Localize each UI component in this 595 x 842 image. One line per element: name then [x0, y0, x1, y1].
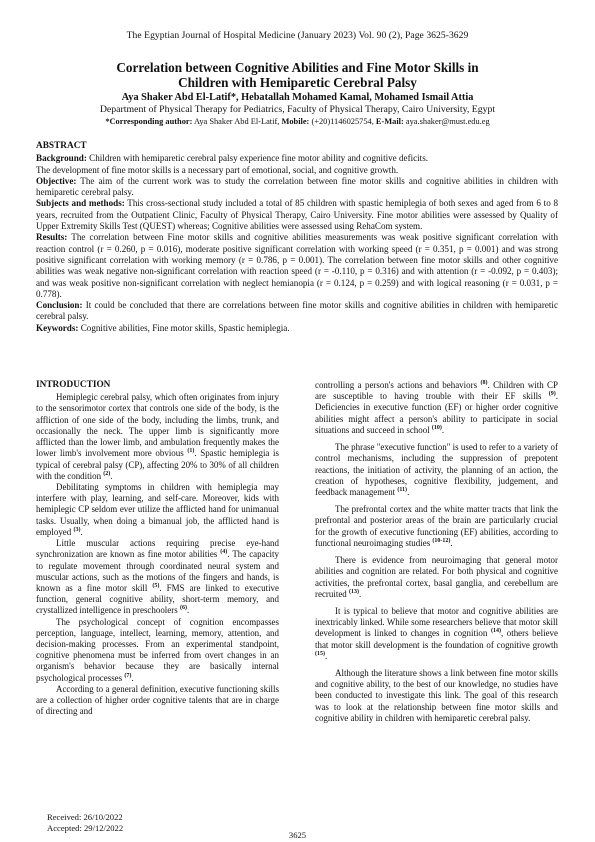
conclusion-text: It could be concluded that there are correlations between fine motor skills and cognitive abilities in children with hemiparetic cerebral palsy. [36, 300, 558, 322]
citation-ref[interactable]: (9) [548, 391, 556, 398]
article-title [60, 60, 535, 90]
text-run: Debilitating symptoms in children with hemiplegia may interfere with play, learning, and self-care. Moreover, kids with hemiplegic CP seldom ever utilize the afflicted hand for unimanual tasks. Usually, when doing a bimanual job, the afflicted hand is employed [36, 481, 279, 537]
text-run: . [450, 537, 453, 548]
text-run: . FMS are linked to executive function, general cognitive ability, short-term memory, and crystallized intelligence in preschoolers [36, 582, 279, 616]
abstract-background [36, 153, 558, 164]
keywords-text: Cognitive abilities, Fine motor skills, Spastic hemiplegia. [78, 322, 290, 333]
background-label: Background: [36, 153, 87, 164]
text-run: . [186, 605, 190, 616]
methods-label: Subjects and methods: [36, 198, 125, 209]
page-number: 3625 [288, 830, 307, 840]
text-run: . [407, 486, 410, 497]
received-date: Received: 26/10/2022 [47, 812, 123, 822]
intro-paragraph-5-cont [315, 380, 558, 436]
text-run: controlling a person's actions and behaviors [315, 380, 481, 390]
citation-ref[interactable]: (2) [103, 470, 111, 477]
text-run: There is evidence from neuroimaging that general motor abilities and cognition are related. For both physical and cognitive activities, the prefrontal cortex, basal ganglia, and cerebellum are recruited [315, 555, 558, 599]
text-run: . [441, 424, 445, 435]
text-run: . [110, 470, 113, 481]
conclusion-label: Conclusion: [36, 300, 83, 311]
citation-ref[interactable]: (7) [124, 672, 132, 679]
citation-ref[interactable]: (3) [73, 526, 81, 533]
intro-paragraph-9 [315, 606, 558, 662]
citation-ref[interactable]: (14) [490, 628, 501, 635]
mobile-label: Mobile: [281, 117, 310, 126]
abstract-methods [36, 198, 558, 232]
intro-paragraph-8 [315, 555, 558, 600]
corresponding-author [30, 116, 565, 127]
text-run: It is typical to believe that motor and cognitive abilities are inextricably linked. While some researchers believe that motor skill development is linked to changes in cognition [315, 605, 558, 639]
text-run: . [80, 526, 83, 537]
text-run: . Children with CP are susceptible to having trouble with their EF skills [315, 380, 558, 402]
citation-ref[interactable]: (10) [431, 424, 442, 431]
abstract-conclusion [36, 300, 558, 323]
intro-paragraph-7 [315, 504, 558, 549]
text-run: The phrase "executive function" is used to refer to a variety of control mechanisms, including the suppression of prepotent reactions, the initiation of activity, the planning of an action, the creation of hypotheses, cognitive flexibility, judgement, and feedback management [315, 442, 558, 497]
author-list: Aya Shaker Abd El-Latif*, Hebatallah Mohamed Kamal, Mohamed Ismail Attia [121, 92, 474, 103]
mobile-value: (+20)1146025754, [309, 117, 376, 126]
text-run: , others believe that motor skill development is the foundation of cognitive growth [315, 628, 558, 650]
running-head: The Egyptian Journal of Hospital Medicine (January 2023) Vol. 90 (2), Page 3625-3629 [126, 30, 469, 41]
objective-label: Objective: [36, 175, 77, 186]
results-label: Results: [36, 232, 68, 243]
abstract-results [36, 232, 558, 300]
citation-ref[interactable]: (6) [179, 605, 187, 612]
accepted-date: Accepted: 29/12/2022 [47, 823, 124, 833]
text-run: . Spastic hemiplegia is typical of cerebral palsy (CP), affecting 20% to 30% of all children with the condition [36, 448, 279, 481]
title-line-1: Correlation between Cognitive Abilities and Fine Motor Skills in [116, 60, 479, 75]
text-run: . [325, 650, 328, 661]
left-column [36, 380, 279, 718]
citation-ref[interactable]: (11) [397, 486, 408, 493]
methods-text: This cross-sectional study included a total of 85 children with spastic hemiplegia of both sexes and aged from 6 to 8 years, recruited from the Outpatient Clinic, Faculty of Physical Therapy, Cairo University. Fine motor abilities were assessed by Quality of Upper Extremity Skills Test (QUEST) whereas; Cognitive abilities were assessed using RehaCom system. [36, 198, 558, 232]
text-run: . [359, 588, 362, 599]
objective-text: The aim of the current work was to study the correlation between fine motor skills and cognitive abilities in children with hemiparetic cerebral palsy. [36, 175, 558, 198]
intro-paragraph-2 [36, 482, 279, 538]
citation-ref[interactable]: (15) [315, 650, 325, 657]
abstract-heading: ABSTRACT [36, 141, 87, 151]
corresponding-label: *Corresponding author: [105, 117, 193, 126]
text-run: Little muscular actions requiring precise eye-hand synchronization are known as fine motor abilities [36, 538, 279, 560]
abstract-keywords [36, 323, 558, 334]
text-run: . [131, 672, 134, 683]
citation-ref[interactable]: (1) [187, 448, 195, 455]
abstract-background-2: The development of fine motor skills is a necessary part of emotional, social, and cognitive growth. [36, 164, 399, 175]
email-value[interactable]: aya.shaker@must.edu.eg [403, 117, 490, 126]
background-text: Children with hemiparetic cerebral palsy experience fine motor ability and cognitive deficits. [86, 153, 429, 164]
keywords-label: Keywords: [36, 322, 79, 333]
intro-paragraph-3 [36, 538, 279, 617]
email-label: E-Mail: [375, 117, 404, 126]
intro-paragraph-5: According to a general definition, executive functioning skills are a collection of higher order cognitive talents that are in charge of directing and [36, 683, 279, 717]
title-line-2: Children with Hemiparetic Cerebral Palsy [178, 75, 417, 90]
abstract-section [36, 141, 558, 334]
citation-ref[interactable]: (4) [220, 549, 228, 556]
corresponding-name: Aya Shaker Abd El-Latif, [192, 117, 282, 126]
text-run: Hemiplegic cerebral palsy, which often originates from injury to the sensorimotor cortex that controls one side of the body, is the affliction of one side of the body, including the limbs, trunk, and occasionally the neck. The upper limb is significantly more afflicted than the lower limb, and ambulation frequently makes the lower limb's involvement more obvious [36, 392, 279, 459]
right-column [315, 380, 558, 724]
intro-paragraph-10: Although the literature shows a link between fine motor skills and cognitive ability, to the best of our knowledge, no studies have been conducted to investigate this link. The goal of this research was to look at the relationship between fine motor skills and cognitive ability in children with hemiparetic cerebral palsy. [315, 668, 558, 723]
intro-paragraph-1 [36, 392, 279, 482]
results-text: The correlation between Fine motor skills and cognitive abilities measurements was weak positive significant correlation with reaction control (r = 0.260, p = 0.016), moderate positive significant correlation with working speed (r = 0.351, p = 0.001) and was strong positive significant correlation with working memory (r = 0.786, p = 0.001). The correlation between fine motor skills and other cognitive abilities was weak negative non-significant correlation with reaction speed (r = -0.110, p = 0.316) and with attention (r = -0.092, p = 0.403); and was weak positive non-significant correlation with neglect hemianopia (r = 0.124, p = 0.259) and with logical reasoning (r = 0.031, p = 0.778). [36, 232, 558, 299]
intro-paragraph-4 [36, 617, 279, 684]
intro-paragraph-6 [315, 442, 558, 498]
introduction-heading: INTRODUCTION [36, 380, 111, 390]
text-run: The psychological concept of cognition encompasses perception, language, intellect, learning, memory, attention, and decision-making processes. From an experimental standpoint, cognitive phenomena must be inferred from overt changes in an organism's behavior because they are basically internal psychological processes [36, 616, 279, 683]
affiliation: Department of Physical Therapy for Pediatrics, Faculty of Physical Therapy, Cairo University, Egypt [99, 104, 496, 115]
text-run: . The capacity to regulate movement through coordinated neural system and muscular actions, such as the motions of the fingers and hands, is known as a fine motor skill [36, 549, 279, 593]
citation-ref[interactable]: (8) [480, 380, 488, 387]
citation-ref[interactable]: (10-12) [432, 537, 451, 544]
text-run: . Deficiencies in executive function (EF) or higher order cognitive abilities might affect a person's ability to participate in social situations and succeed in school [315, 391, 558, 435]
text-run: The prefrontal cortex and the white matter tracts that link the prefrontal and posterior areas of the brain are particularly crucial for the growth of executive functioning (EF) abilities, according to functional neuroimaging studies [315, 504, 558, 548]
abstract-objective [36, 176, 558, 199]
citation-ref[interactable]: (5) [152, 582, 160, 589]
citation-ref[interactable]: (13) [349, 588, 359, 595]
